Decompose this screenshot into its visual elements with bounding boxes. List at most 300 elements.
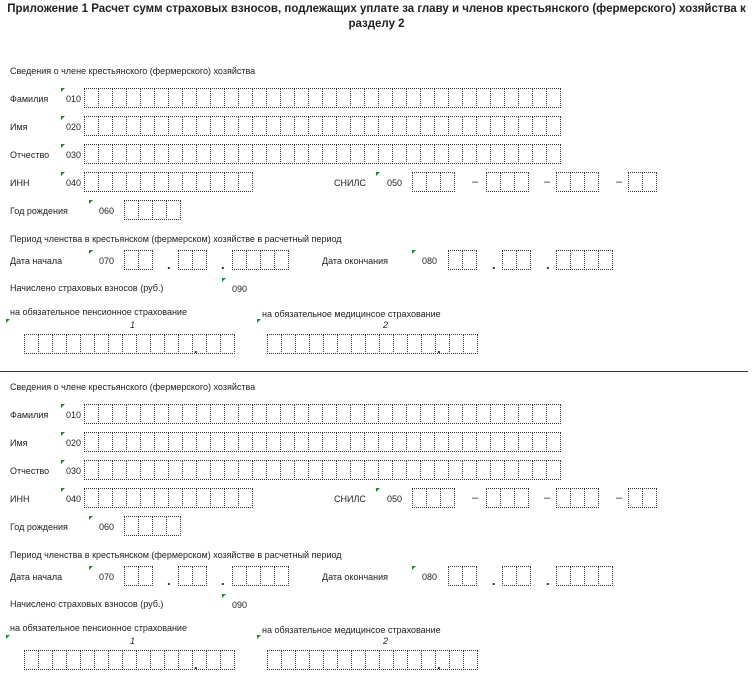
char-cell[interactable] [350, 432, 365, 452]
char-cell[interactable] [546, 404, 561, 424]
char-cell[interactable] [152, 200, 167, 220]
char-cell[interactable] [260, 566, 275, 586]
char-cell[interactable] [294, 88, 309, 108]
end-year-input[interactable] [556, 566, 612, 586]
char-cell[interactable] [462, 432, 477, 452]
char-cell[interactable] [206, 650, 221, 670]
char-cell[interactable] [266, 88, 281, 108]
char-cell[interactable] [308, 460, 323, 480]
char-cell[interactable] [192, 250, 207, 270]
char-cell[interactable] [126, 144, 141, 164]
char-cell[interactable] [546, 460, 561, 480]
char-cell[interactable] [266, 116, 281, 136]
char-cell[interactable] [514, 488, 529, 508]
char-cell[interactable] [378, 116, 393, 136]
char-cell[interactable] [238, 172, 253, 192]
char-cell[interactable] [518, 144, 533, 164]
char-cell[interactable] [504, 460, 519, 480]
char-cell[interactable] [532, 88, 547, 108]
end-day-input[interactable] [448, 566, 476, 586]
start-year-input[interactable] [232, 250, 288, 270]
char-cell[interactable] [406, 144, 421, 164]
char-cell[interactable] [309, 650, 324, 670]
char-cell[interactable] [124, 250, 139, 270]
char-cell[interactable] [546, 116, 561, 136]
char-cell[interactable] [336, 144, 351, 164]
char-cell[interactable] [598, 250, 613, 270]
char-cell[interactable] [434, 432, 449, 452]
char-cell[interactable] [182, 488, 197, 508]
char-cell[interactable] [322, 404, 337, 424]
end-month-input[interactable] [502, 566, 530, 586]
char-cell[interactable] [168, 432, 183, 452]
char-cell[interactable] [532, 432, 547, 452]
char-cell[interactable] [140, 172, 155, 192]
char-cell[interactable] [434, 460, 449, 480]
char-cell[interactable] [266, 460, 281, 480]
char-cell[interactable] [224, 172, 239, 192]
char-cell[interactable] [406, 116, 421, 136]
char-cell[interactable] [168, 172, 183, 192]
char-cell[interactable] [490, 144, 505, 164]
start-month-input[interactable] [178, 250, 206, 270]
char-cell[interactable] [448, 432, 463, 452]
char-cell[interactable] [420, 88, 435, 108]
char-cell[interactable] [280, 144, 295, 164]
char-cell[interactable] [476, 460, 491, 480]
char-cell[interactable] [462, 144, 477, 164]
char-cell[interactable] [500, 488, 515, 508]
char-cell[interactable] [364, 88, 379, 108]
char-cell[interactable] [140, 144, 155, 164]
char-cell[interactable] [322, 116, 337, 136]
char-cell[interactable] [126, 404, 141, 424]
char-cell[interactable] [274, 566, 289, 586]
char-cell[interactable] [164, 650, 179, 670]
char-cell[interactable] [168, 116, 183, 136]
char-cell[interactable] [392, 88, 407, 108]
patronymic-input[interactable] [84, 460, 560, 480]
char-cell[interactable] [182, 432, 197, 452]
char-cell[interactable] [238, 488, 253, 508]
char-cell[interactable] [462, 88, 477, 108]
char-cell[interactable] [280, 88, 295, 108]
char-cell[interactable] [80, 650, 95, 670]
char-cell[interactable] [532, 144, 547, 164]
char-cell[interactable] [112, 172, 127, 192]
char-cell[interactable] [546, 144, 561, 164]
char-cell[interactable] [98, 172, 113, 192]
char-cell[interactable] [94, 650, 109, 670]
snils-part-4-input[interactable] [628, 172, 656, 192]
char-cell[interactable] [462, 116, 477, 136]
char-cell[interactable] [24, 650, 39, 670]
char-cell[interactable] [322, 144, 337, 164]
char-cell[interactable] [140, 488, 155, 508]
char-cell[interactable] [406, 432, 421, 452]
char-cell[interactable] [556, 566, 571, 586]
medical-rubles-input[interactable] [267, 650, 449, 670]
snils-part-1-input[interactable] [412, 488, 454, 508]
char-cell[interactable] [140, 116, 155, 136]
char-cell[interactable] [514, 172, 529, 192]
char-cell[interactable] [224, 404, 239, 424]
snils-part-2-input[interactable] [486, 488, 528, 508]
char-cell[interactable] [52, 650, 67, 670]
snils-part-3-input[interactable] [556, 172, 598, 192]
char-cell[interactable] [504, 404, 519, 424]
char-cell[interactable] [224, 116, 239, 136]
char-cell[interactable] [364, 116, 379, 136]
char-cell[interactable] [266, 144, 281, 164]
char-cell[interactable] [490, 116, 505, 136]
char-cell[interactable] [518, 460, 533, 480]
char-cell[interactable] [500, 172, 515, 192]
char-cell[interactable] [532, 460, 547, 480]
char-cell[interactable] [308, 116, 323, 136]
snils-part-4-input[interactable] [628, 488, 656, 508]
char-cell[interactable] [420, 404, 435, 424]
char-cell[interactable] [98, 432, 113, 452]
char-cell[interactable] [350, 88, 365, 108]
char-cell[interactable] [295, 650, 310, 670]
char-cell[interactable] [323, 650, 338, 670]
char-cell[interactable] [308, 88, 323, 108]
char-cell[interactable] [486, 172, 501, 192]
char-cell[interactable] [516, 566, 531, 586]
char-cell[interactable] [84, 172, 99, 192]
char-cell[interactable] [154, 116, 169, 136]
char-cell[interactable] [238, 88, 253, 108]
name-input[interactable] [84, 432, 560, 452]
char-cell[interactable] [112, 432, 127, 452]
char-cell[interactable] [124, 516, 139, 536]
char-cell[interactable] [350, 460, 365, 480]
pension-kopecks-input[interactable] [206, 650, 234, 670]
char-cell[interactable] [518, 404, 533, 424]
char-cell[interactable] [210, 488, 225, 508]
char-cell[interactable] [252, 144, 267, 164]
char-cell[interactable] [126, 88, 141, 108]
char-cell[interactable] [224, 144, 239, 164]
char-cell[interactable] [238, 144, 253, 164]
char-cell[interactable] [490, 432, 505, 452]
char-cell[interactable] [150, 650, 165, 670]
char-cell[interactable] [280, 432, 295, 452]
char-cell[interactable] [126, 488, 141, 508]
char-cell[interactable] [126, 460, 141, 480]
char-cell[interactable] [220, 650, 235, 670]
char-cell[interactable] [252, 460, 267, 480]
char-cell[interactable] [196, 460, 211, 480]
char-cell[interactable] [584, 488, 599, 508]
birth-year-input[interactable] [124, 200, 180, 220]
char-cell[interactable] [642, 172, 657, 192]
start-day-input[interactable] [124, 566, 152, 586]
char-cell[interactable] [84, 144, 99, 164]
char-cell[interactable] [98, 460, 113, 480]
char-cell[interactable] [140, 404, 155, 424]
char-cell[interactable] [556, 488, 571, 508]
char-cell[interactable] [154, 144, 169, 164]
char-cell[interactable] [182, 88, 197, 108]
char-cell[interactable] [38, 650, 53, 670]
surname-input[interactable] [84, 404, 560, 424]
char-cell[interactable] [280, 404, 295, 424]
char-cell[interactable] [154, 88, 169, 108]
char-cell[interactable] [66, 650, 81, 670]
end-month-input[interactable] [502, 250, 530, 270]
char-cell[interactable] [476, 404, 491, 424]
char-cell[interactable] [196, 404, 211, 424]
char-cell[interactable] [252, 88, 267, 108]
char-cell[interactable] [294, 404, 309, 424]
surname-input[interactable] [84, 88, 560, 108]
char-cell[interactable] [267, 650, 282, 670]
char-cell[interactable] [336, 116, 351, 136]
inn-input[interactable] [84, 172, 252, 192]
char-cell[interactable] [280, 116, 295, 136]
char-cell[interactable] [280, 460, 295, 480]
char-cell[interactable] [196, 488, 211, 508]
char-cell[interactable] [570, 172, 585, 192]
char-cell[interactable] [168, 144, 183, 164]
char-cell[interactable] [210, 404, 225, 424]
char-cell[interactable] [322, 432, 337, 452]
pension-rubles-input[interactable] [24, 650, 206, 670]
char-cell[interactable] [336, 432, 351, 452]
char-cell[interactable] [122, 650, 137, 670]
char-cell[interactable] [138, 516, 153, 536]
char-cell[interactable] [407, 650, 422, 670]
char-cell[interactable] [476, 144, 491, 164]
char-cell[interactable] [406, 460, 421, 480]
char-cell[interactable] [364, 404, 379, 424]
char-cell[interactable] [476, 432, 491, 452]
char-cell[interactable] [448, 460, 463, 480]
snils-part-2-input[interactable] [486, 172, 528, 192]
char-cell[interactable] [196, 88, 211, 108]
char-cell[interactable] [210, 432, 225, 452]
char-cell[interactable] [266, 404, 281, 424]
char-cell[interactable] [166, 200, 181, 220]
char-cell[interactable] [108, 650, 123, 670]
char-cell[interactable] [124, 566, 139, 586]
char-cell[interactable] [392, 460, 407, 480]
char-cell[interactable] [350, 404, 365, 424]
char-cell[interactable] [584, 172, 599, 192]
char-cell[interactable] [140, 88, 155, 108]
char-cell[interactable] [532, 116, 547, 136]
birth-year-input[interactable] [124, 516, 180, 536]
char-cell[interactable] [182, 404, 197, 424]
char-cell[interactable] [462, 404, 477, 424]
char-cell[interactable] [154, 172, 169, 192]
char-cell[interactable] [84, 88, 99, 108]
char-cell[interactable] [434, 88, 449, 108]
char-cell[interactable] [112, 88, 127, 108]
char-cell[interactable] [570, 566, 585, 586]
char-cell[interactable] [476, 88, 491, 108]
char-cell[interactable] [440, 488, 455, 508]
char-cell[interactable] [476, 116, 491, 136]
char-cell[interactable] [192, 566, 207, 586]
char-cell[interactable] [252, 404, 267, 424]
char-cell[interactable] [294, 144, 309, 164]
char-cell[interactable] [84, 404, 99, 424]
char-cell[interactable] [406, 404, 421, 424]
char-cell[interactable] [266, 432, 281, 452]
char-cell[interactable] [138, 200, 153, 220]
char-cell[interactable] [84, 488, 99, 508]
char-cell[interactable] [463, 650, 478, 670]
char-cell[interactable] [232, 250, 247, 270]
char-cell[interactable] [378, 144, 393, 164]
char-cell[interactable] [308, 404, 323, 424]
char-cell[interactable] [168, 488, 183, 508]
char-cell[interactable] [504, 144, 519, 164]
char-cell[interactable] [628, 488, 643, 508]
char-cell[interactable] [518, 116, 533, 136]
char-cell[interactable] [112, 460, 127, 480]
char-cell[interactable] [490, 460, 505, 480]
char-cell[interactable] [556, 172, 571, 192]
char-cell[interactable] [84, 460, 99, 480]
char-cell[interactable] [490, 88, 505, 108]
char-cell[interactable] [98, 404, 113, 424]
char-cell[interactable] [126, 172, 141, 192]
char-cell[interactable] [166, 516, 181, 536]
char-cell[interactable] [350, 116, 365, 136]
char-cell[interactable] [546, 432, 561, 452]
char-cell[interactable] [112, 144, 127, 164]
char-cell[interactable] [252, 432, 267, 452]
char-cell[interactable] [351, 650, 366, 670]
char-cell[interactable] [448, 250, 463, 270]
char-cell[interactable] [584, 250, 599, 270]
char-cell[interactable] [168, 88, 183, 108]
char-cell[interactable] [178, 650, 193, 670]
char-cell[interactable] [274, 250, 289, 270]
char-cell[interactable] [379, 650, 394, 670]
char-cell[interactable] [210, 144, 225, 164]
char-cell[interactable] [224, 88, 239, 108]
char-cell[interactable] [168, 460, 183, 480]
char-cell[interactable] [182, 116, 197, 136]
char-cell[interactable] [238, 460, 253, 480]
char-cell[interactable] [322, 88, 337, 108]
char-cell[interactable] [448, 404, 463, 424]
char-cell[interactable] [196, 116, 211, 136]
char-cell[interactable] [84, 116, 99, 136]
char-cell[interactable] [337, 650, 352, 670]
char-cell[interactable] [308, 432, 323, 452]
char-cell[interactable] [628, 172, 643, 192]
char-cell[interactable] [232, 566, 247, 586]
char-cell[interactable] [448, 116, 463, 136]
char-cell[interactable] [154, 460, 169, 480]
char-cell[interactable] [260, 250, 275, 270]
char-cell[interactable] [84, 432, 99, 452]
char-cell[interactable] [112, 488, 127, 508]
char-cell[interactable] [570, 250, 585, 270]
char-cell[interactable] [420, 116, 435, 136]
char-cell[interactable] [421, 650, 436, 670]
char-cell[interactable] [504, 88, 519, 108]
char-cell[interactable] [462, 460, 477, 480]
char-cell[interactable] [182, 460, 197, 480]
char-cell[interactable] [98, 88, 113, 108]
name-input[interactable] [84, 116, 560, 136]
char-cell[interactable] [178, 566, 193, 586]
char-cell[interactable] [350, 144, 365, 164]
char-cell[interactable] [154, 404, 169, 424]
char-cell[interactable] [196, 432, 211, 452]
char-cell[interactable] [294, 460, 309, 480]
char-cell[interactable] [448, 88, 463, 108]
char-cell[interactable] [140, 460, 155, 480]
char-cell[interactable] [210, 172, 225, 192]
char-cell[interactable] [224, 460, 239, 480]
char-cell[interactable] [98, 116, 113, 136]
char-cell[interactable] [434, 116, 449, 136]
char-cell[interactable] [598, 566, 613, 586]
char-cell[interactable] [210, 88, 225, 108]
char-cell[interactable] [378, 404, 393, 424]
char-cell[interactable] [392, 432, 407, 452]
char-cell[interactable] [406, 88, 421, 108]
char-cell[interactable] [138, 566, 153, 586]
char-cell[interactable] [412, 172, 427, 192]
char-cell[interactable] [486, 488, 501, 508]
char-cell[interactable] [124, 200, 139, 220]
char-cell[interactable] [336, 460, 351, 480]
char-cell[interactable] [364, 432, 379, 452]
snils-part-1-input[interactable] [412, 172, 454, 192]
inn-input[interactable] [84, 488, 252, 508]
char-cell[interactable] [502, 250, 517, 270]
char-cell[interactable] [152, 516, 167, 536]
char-cell[interactable] [584, 566, 599, 586]
char-cell[interactable] [98, 488, 113, 508]
char-cell[interactable] [238, 432, 253, 452]
char-cell[interactable] [420, 460, 435, 480]
char-cell[interactable] [281, 650, 296, 670]
char-cell[interactable] [448, 566, 463, 586]
char-cell[interactable] [502, 566, 517, 586]
char-cell[interactable] [426, 488, 441, 508]
char-cell[interactable] [336, 88, 351, 108]
char-cell[interactable] [138, 250, 153, 270]
char-cell[interactable] [518, 432, 533, 452]
char-cell[interactable] [112, 116, 127, 136]
char-cell[interactable] [336, 404, 351, 424]
char-cell[interactable] [420, 144, 435, 164]
char-cell[interactable] [224, 432, 239, 452]
start-month-input[interactable] [178, 566, 206, 586]
char-cell[interactable] [426, 172, 441, 192]
char-cell[interactable] [440, 172, 455, 192]
end-year-input[interactable] [556, 250, 612, 270]
char-cell[interactable] [182, 172, 197, 192]
char-cell[interactable] [136, 650, 151, 670]
char-cell[interactable] [504, 432, 519, 452]
medical-kopecks-input[interactable] [449, 650, 477, 670]
char-cell[interactable] [168, 404, 183, 424]
char-cell[interactable] [516, 250, 531, 270]
char-cell[interactable] [210, 460, 225, 480]
start-day-input[interactable] [124, 250, 152, 270]
